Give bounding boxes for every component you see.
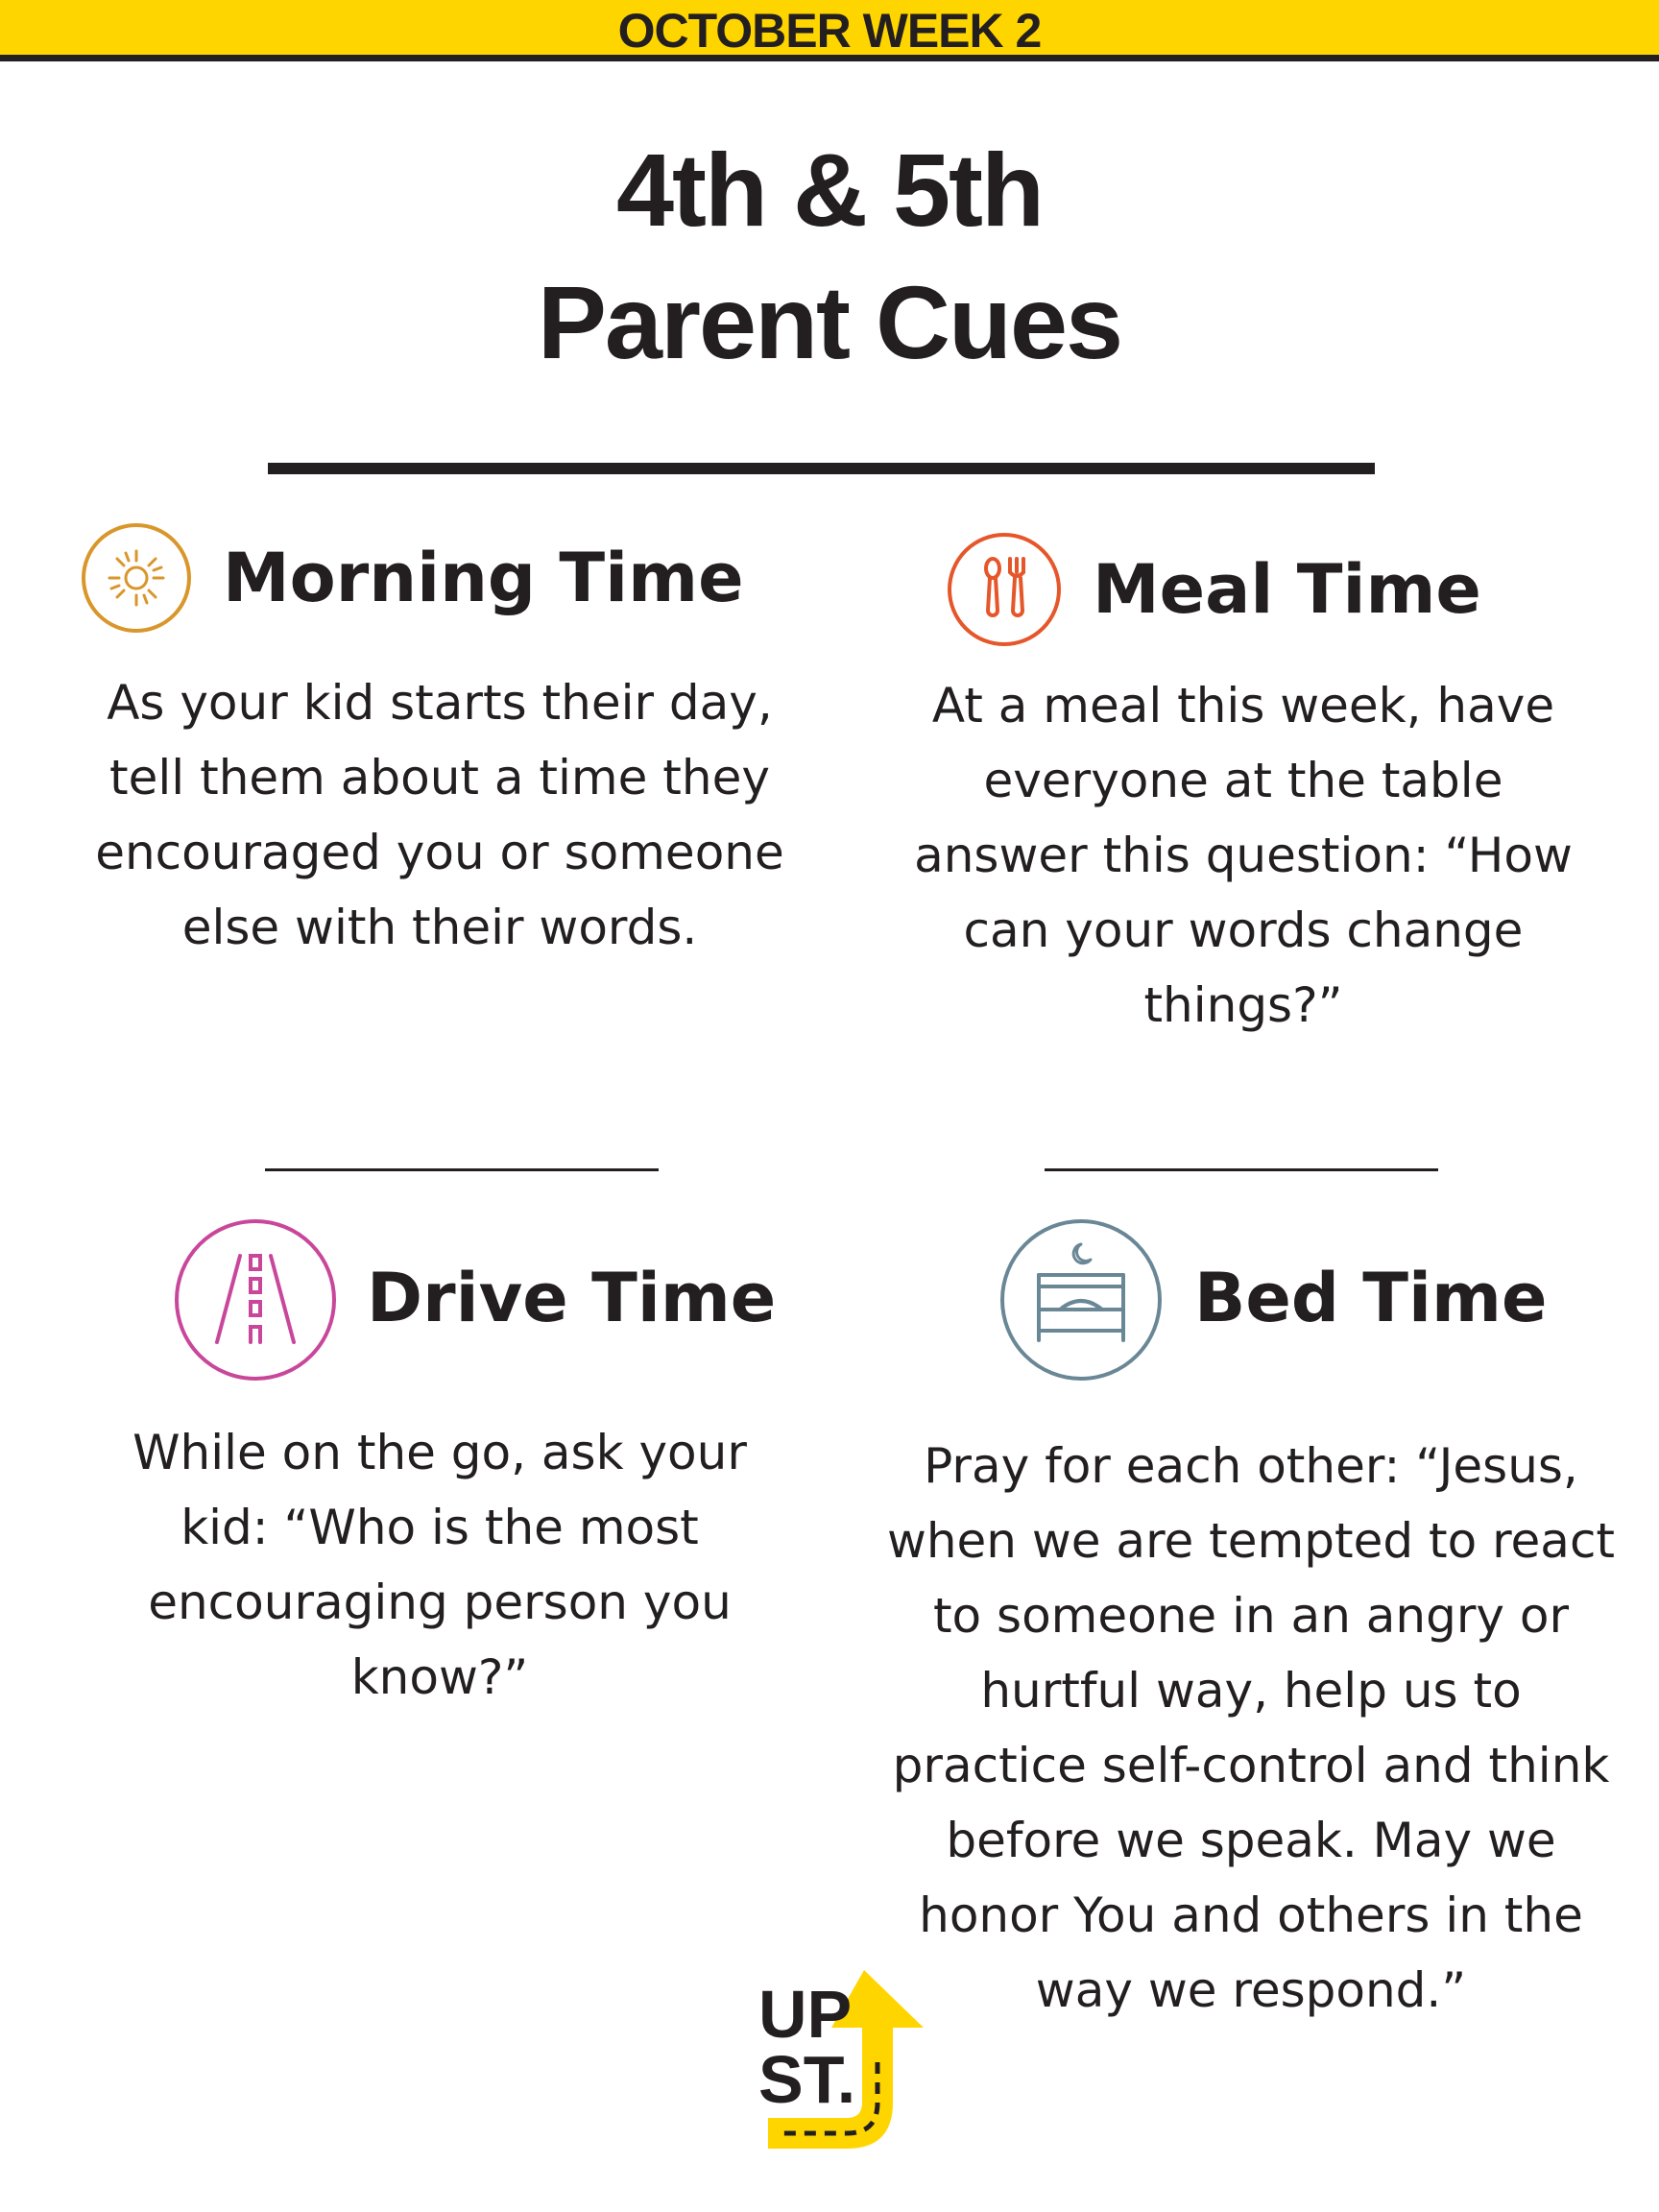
- drive-time-heading: Drive Time: [367, 1259, 777, 1337]
- logo-text-line2: ST.: [758, 2042, 856, 2117]
- sun-icon: [81, 522, 192, 634]
- bed-icon: [998, 1217, 1164, 1382]
- page-title-line1: 4th & 5th: [615, 132, 1043, 248]
- title-divider: [268, 463, 1375, 474]
- morning-time-text: As your kid starts their day, tell them about a time they encouraged you or someone else with their words.: [95, 675, 784, 955]
- bed-time-text: Pray for each other: “Jesus, when we are tempted to react to someone in an angry or hurtful way, help us to practice self-control and think before we speak. May we honor You and others in the way we respond.”: [886, 1438, 1616, 2018]
- section-divider-right: [1045, 1168, 1438, 1171]
- section-divider-left: [265, 1168, 659, 1171]
- logo-text-line1: UP: [758, 1977, 853, 2052]
- bed-time-heading: Bed Time: [1194, 1259, 1548, 1337]
- drive-time-text: While on the go, ask your kid: “Who is the most encouraging person you know?”: [132, 1425, 747, 1705]
- page-title-line2: Parent Cues: [537, 264, 1122, 380]
- meal-time-heading: Meal Time: [1093, 550, 1481, 629]
- meal-time-text: At a meal this week, have everyone at the table answer this question: “How can your words change things?”: [914, 678, 1573, 1033]
- banner-text: OCTOBER WEEK 2: [617, 4, 1042, 58]
- morning-time-heading: Morning Time: [223, 539, 744, 617]
- utensils-icon: [947, 532, 1062, 647]
- week-banner: [0, 0, 1659, 61]
- road-icon: [173, 1217, 338, 1382]
- upstreet-logo: [749, 1968, 931, 2151]
